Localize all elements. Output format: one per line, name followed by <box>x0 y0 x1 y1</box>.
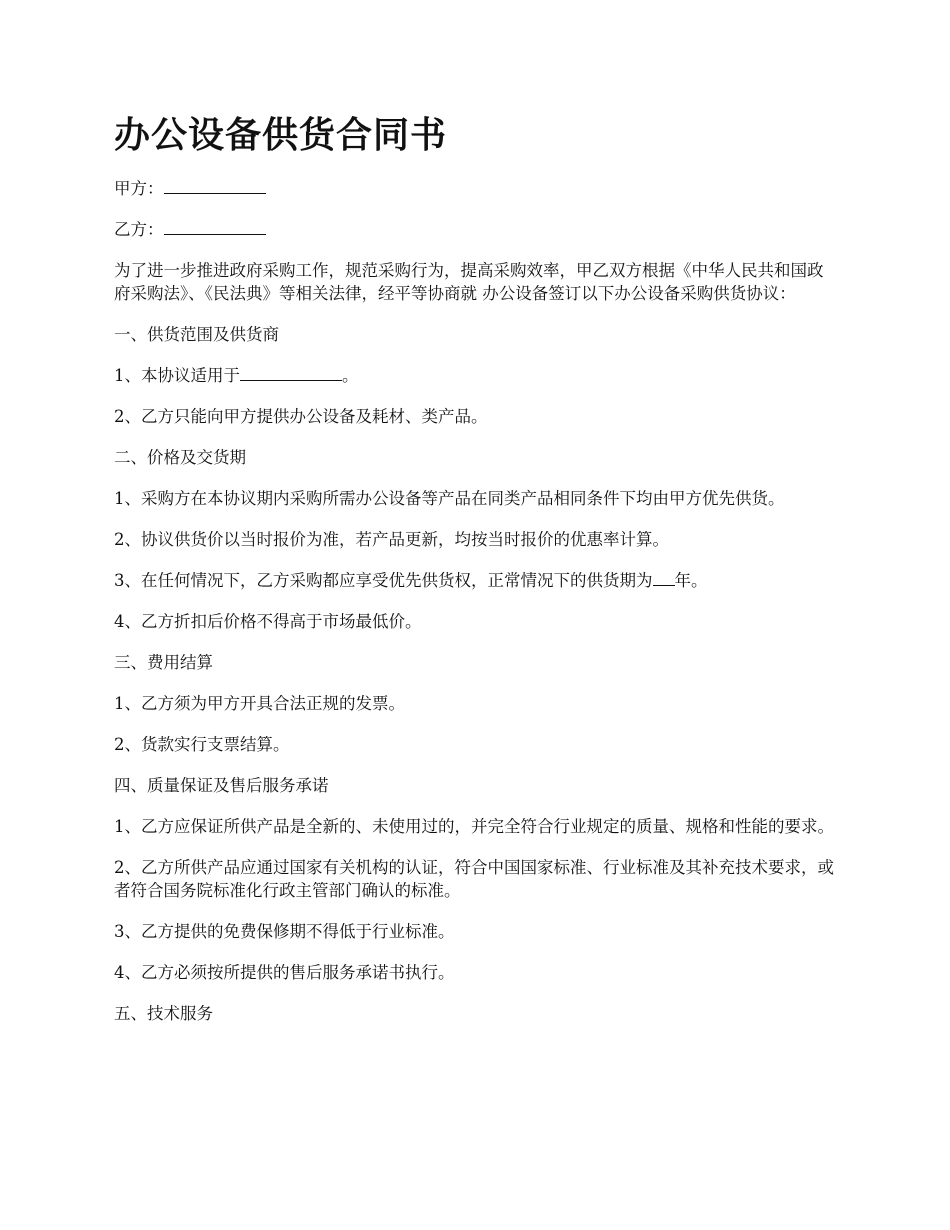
clause <box>114 569 836 592</box>
party-b-line <box>114 218 836 241</box>
clause: 1、采购方在本协议期内采购所需办公设备等产品在同类产品相同条件下均由甲方优先供货。 <box>114 489 785 508</box>
clause: 2、乙方所供产品应通过国家有关机构的认证，符合中国国家标准、行业标准及其补充技术要求，或者符合国务院标准化行政主管部门确认的标准。 <box>114 858 834 900</box>
clause-prefix: 3、在任何情况下，乙方采购都应享受优先供货权，正常情况下的供货期为 <box>114 571 653 590</box>
clause: 2、协议供货价以当时报价为准，若产品更新，均按当时报价的优惠率计算。 <box>114 530 669 549</box>
clause-suffix: 年。 <box>674 571 708 590</box>
party-b-label: 乙方： <box>114 220 164 239</box>
supply-period-blank <box>653 569 675 586</box>
clause: 2、乙方只能向甲方提供办公设备及耗材、类产品。 <box>114 407 488 426</box>
clause: 4、乙方折扣后价格不得高于市场最低价。 <box>114 612 422 631</box>
clause: 3、乙方提供的免费保修期不得低于行业标准。 <box>114 922 455 941</box>
document-body <box>114 177 836 1043</box>
section-heading: 四、质量保证及售后服务承诺 <box>114 776 329 795</box>
party-a-line <box>114 177 836 200</box>
section-heading: 五、技术服务 <box>114 1004 213 1023</box>
scope-blank <box>240 364 342 381</box>
party-a-blank <box>164 177 266 194</box>
intro-paragraph: 为了进一步推进政府采购工作，规范采购行为，提高采购效率，甲乙双方根据《中华人民共和国政府采购法》、《民法典》等相关法律，经平等协商就 办公设备签订以下办公设备采购供货协议： <box>114 261 824 303</box>
section-heading: 三、费用结算 <box>114 653 213 672</box>
section-heading: 一、供货范围及供货商 <box>114 325 279 344</box>
clause: 2、货款实行支票结算。 <box>114 735 290 754</box>
clause-prefix: 1、本协议适用于 <box>114 366 240 385</box>
clause <box>114 364 836 387</box>
section-heading: 二、价格及交货期 <box>114 448 246 467</box>
clause-suffix: 。 <box>342 366 359 385</box>
document-title: 办公设备供货合同书 <box>114 114 448 156</box>
party-b-blank <box>164 218 266 235</box>
clause: 4、乙方必须按所提供的售后服务承诺书执行。 <box>114 963 455 982</box>
party-a-label: 甲方： <box>114 179 164 198</box>
clause: 1、乙方须为甲方开具合法正规的发票。 <box>114 694 405 713</box>
clause: 1、乙方应保证所供产品是全新的、未使用过的，并完全符合行业规定的质量、规格和性能的要求。 <box>114 817 834 836</box>
